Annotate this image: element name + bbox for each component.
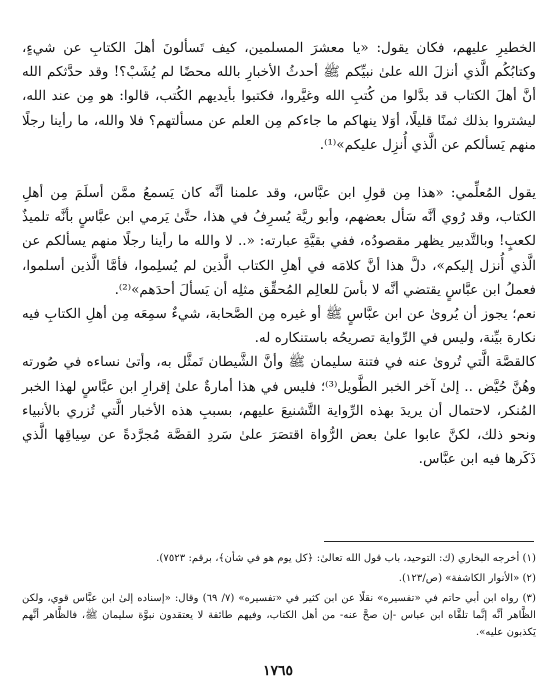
paragraph-3: نعم؛ يجوز أن يُروىٰ عن ابن عبَّاسٍ ﷺ أو غيره مِن الصَّحابة، شيءٌ سمِعَه مِن أهلِ الكتابِ فيه نكارة بيِّنة، وليس في الرِّواية تصريحُه باستنكاره له. [22, 306, 536, 347]
paragraph-4: كالقصَّة الَّتي تُروىٰ عنه في فتنة سليمان ﷺ وأنَّ الشَّيطان تَمثَّل به، وأتىٰ نساءه في صُورته وهُنَّ حُيَّض .. إلىٰ آخر الخبر الطَّويل⁽³⁾؛ فليس في هذا أمارةٌ علىٰ إقرارِ ابن عبَّاسٍ لهذا الخبر المُنكر، لاحتمال أن يريدَ بهذه الرِّواية التَّشنيعَ عليهم، بسببِ هذه الأخبار الَّتي تُزري بالأنبياء ونحو ذلك، لكنَّ عابوا علىٰ بعض الرُّواة اقتصَرَ علىٰ سَردِ القصَّة مُجرَّدةً عن سِياقِها الَّذي ذَكَرها فيه ابن عبَّاس. [22, 354, 536, 468]
paragraph-gap [22, 157, 536, 181]
footnote-divider [324, 541, 534, 542]
main-text [22, 36, 536, 471]
footnote-3: (٣) رواه ابن أبي حاتم في «تفسيره» نقلًا عن ابن كثير في «تفسيره» (٧/ ٦٩) وقال: «إسناده إلىٰ ابن عبَّاس قوي، ولكن الظَّاهر أنَّه إنَّما تلقَّاه ابن عباس -إن صحَّ عنه- من أهل الكتاب، وفيهم طائفة لا يعتقدون نبوَّة سليمان ﷺ، فالظَّاهر أنَّهم يَكذبون عليه». [22, 593, 536, 638]
footnote-1: (١) أخرجه البخاري (ك: التوحيد، باب قول الله تعالىٰ: ﴿كل يوم هو في شأن﴾، برقم: ٧٥٢٣). [156, 553, 536, 564]
paragraph-1: الخطيرِ عليهم، فكان يقول: «يا معشرَ المسلمين، كيف تَسألونَ أهلَ الكتابِ عن شيءٍ، وكتابُكُم الَّذي أنزلَ الله علىٰ نبيِّكم ﷺ أحدثُ الأخبارِ بالله محضًا لم يُشَبْ؟! وقد حدَّثكم الله أنَّ أهلَ الكتاب قد بدَّلوا من كُتبِ الله وغيَّروا، فكتبوا بأيديهم الكُتب، قالوا: هو مِن عند الله، ليشتروا بذلك ثمنًا قليلًا، أوَلا ينهاكم ما جاءكم مِن العلم عن مسألتهم؟ فلا والله، ما رأينا رجلًا منهم يَسألكم عن الَّذي أُنزِل عليكم»⁽¹⁾. [22, 40, 536, 153]
paragraph-2: يقول المُعلِّمي: «هذا مِن قولِ ابن عبَّاس، وقد علمنا أنَّه كان يَسمعُ ممَّن أسلَمَ مِن أهلِ الكتاب، وقد رُوي أنَّه سَأل بعضهم، وأبو ريَّة يُسرِفُ في هذا، حتَّىٰ يَرمي ابن عبَّاسٍ بأنَّه تلميذٌ لكعبٍ! وبالتَّدبير يظهر مقصودُه، ففي بقيَّةِ عبارته: «.. لا والله ما رأينا رجلًا منهم يسألكم عن الَّذي أُنزل إليكم»، دلَّ هذا أنَّ كلامَه في أهلِ الكتاب الَّذين لم يُسلِموا، فأمَّا الَّذين أسلموا، فعملُ ابن عبَّاسٍ يقتضي أنَّه لا بأسَ للعالِم المُحقِّق مثلِه أن يَسألَ أحدَهم»⁽²⁾. [22, 185, 536, 298]
footnotes [22, 550, 536, 644]
page-number: ١٧٦٥ [262, 663, 294, 679]
footnote-2: (٢) «الأنوار الكاشفة» (ص/١٢٣). [398, 573, 536, 584]
